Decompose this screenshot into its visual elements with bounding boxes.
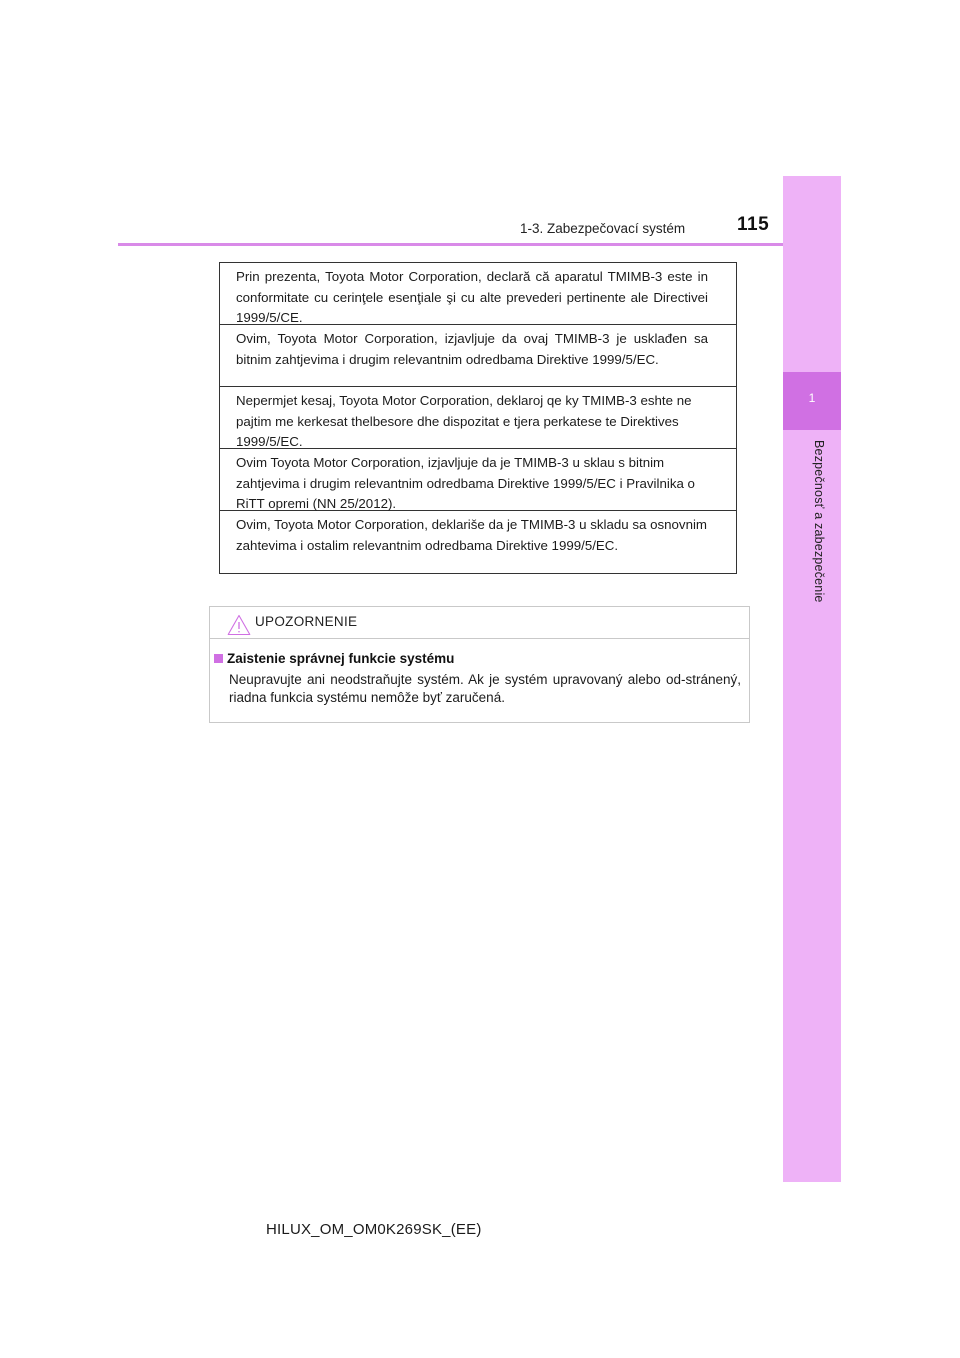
document-code: HILUX_OM_OM0K269SK_(EE): [266, 1221, 482, 1238]
warning-triangle-icon: [227, 614, 251, 636]
caution-heading: [214, 651, 454, 666]
declaration-row-serbian: Ovim, Toyota Motor Corporation, deklariše da je TMIMB-3 u skladu sa osnovnim zahtevima i ostalim relevantnim odredbama Direktive 1999/5/EC.: [236, 517, 708, 553]
declarations-table: [219, 262, 737, 574]
declaration-row-romanian: Prin prezenta, Toyota Motor Corporation, declară că aparatul TMIMB-3 este in conformitate cu cerinţele esenţiale şi cu alte prevederi pertinente ale Directivei 1999/5/CE.: [220, 263, 736, 325]
bullet-square-icon: [214, 654, 223, 663]
header-divider: [118, 243, 841, 246]
chapter-side-tab: [783, 176, 841, 1182]
caution-header: [210, 607, 749, 639]
declaration-row-albanian: Nepermjet kesaj, Toyota Motor Corporation, deklaroj qe ky TMIMB-3 eshte ne pajtim me kerkesat thelbesore dhe dispozitat e tjera perkatese te Direktives 1999/5/EC.: [220, 387, 736, 449]
caution-heading-text: Zaistenie správnej funkcie systému: [227, 651, 455, 666]
chapter-title: Bezpečnosť a zabezpečenie: [812, 440, 826, 603]
caution-title: UPOZORNENIE: [255, 614, 358, 629]
caution-box: [209, 606, 750, 723]
declaration-row-croatian: Ovim Toyota Motor Corporation, izjavljuje da je TMIMB-3 u sklau s bitnim zahtjevima i drugim relevantnim odredbama Direktive 1999/5/EC i Pravilnika o RiTT opremi (NN 25/2012).: [220, 449, 736, 511]
declaration-row-bosnian: Ovim, Toyota Motor Corporation, izjavljuje da ovaj TMIMB-3 je usklađen sa bitnim zahtjevima i drugim relevantnim odredbama Direktive 1999/5/EC.: [220, 325, 736, 387]
section-title: 1-3. Zabezpečovací systém: [520, 221, 686, 236]
page-number: 115: [737, 214, 770, 235]
caution-body-text: Neupravujte ani neodstraňujte systém. Ak je systém upravovaný alebo od-stránený, riadna funkcia systému nemôže byť zaručená.: [229, 672, 741, 705]
chapter-number: 1: [808, 391, 816, 405]
